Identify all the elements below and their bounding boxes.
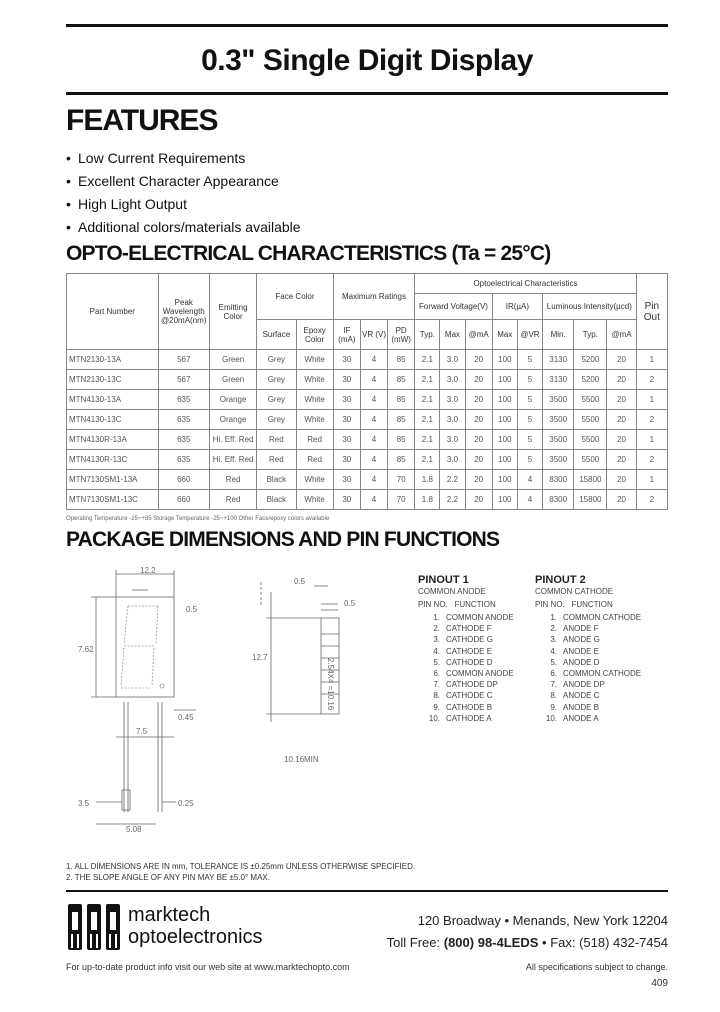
pin-row: 8. ANODE C bbox=[550, 691, 600, 701]
footer-rule bbox=[66, 890, 668, 892]
col-forward-voltage: Forward Voltage(V) bbox=[415, 294, 492, 320]
col-lum-min: Min. bbox=[543, 320, 574, 350]
table-cell: 1 bbox=[636, 390, 667, 410]
package-heading: PACKAGE DIMENSIONS AND PIN FUNCTIONS bbox=[66, 528, 500, 551]
col-ir: IR(µA) bbox=[492, 294, 542, 320]
table-cell: 660 bbox=[158, 470, 209, 490]
col-surface: Surface bbox=[257, 320, 296, 350]
table-cell: 1 bbox=[636, 430, 667, 450]
table-cell: 3130 bbox=[543, 350, 574, 370]
pinout-2-type: COMMON CATHODE bbox=[535, 587, 614, 596]
part-number-cell: MTN4130R-13A bbox=[67, 430, 159, 450]
dim-label: 12.2 bbox=[140, 566, 156, 575]
table-cell: 4 bbox=[360, 350, 387, 370]
dim-label: 7.62 bbox=[78, 645, 94, 654]
table-cell: 8300 bbox=[543, 490, 574, 510]
tollfree-number: (800) 98-4LEDS bbox=[443, 935, 539, 950]
table-cell: Grey bbox=[257, 390, 296, 410]
table-row bbox=[67, 470, 668, 490]
col-vf-ma: @mA bbox=[465, 320, 492, 350]
table-cell: 5 bbox=[517, 430, 542, 450]
table-cell: 8300 bbox=[543, 470, 574, 490]
table-cell: White bbox=[296, 370, 333, 390]
table-cell: Red bbox=[296, 450, 333, 470]
table-cell: 2.2 bbox=[440, 470, 465, 490]
dim-label: 0.25 bbox=[178, 799, 194, 808]
part-number-cell: MTN4130-13A bbox=[67, 390, 159, 410]
table-cell: 3.0 bbox=[440, 350, 465, 370]
pinout-1-title: PINOUT 1 bbox=[418, 574, 469, 586]
part-number-cell: MTN7130SM1-13C bbox=[67, 490, 159, 510]
operating-note: Operating Temperature -25~+85 Storage Temperature -25~+100 Other Face/epoxy colors available bbox=[66, 516, 330, 522]
pin-row: 4. ANODE E bbox=[550, 646, 600, 656]
table-cell: 4 bbox=[517, 470, 542, 490]
table-cell: 85 bbox=[388, 450, 415, 470]
pinout-2 bbox=[535, 574, 641, 724]
table-cell: 5 bbox=[517, 410, 542, 430]
table-cell: 100 bbox=[492, 490, 517, 510]
features-heading: FEATURES bbox=[66, 104, 218, 137]
table-cell: Green bbox=[209, 370, 256, 390]
pin-row: 3. CATHODE G bbox=[433, 635, 493, 645]
dim-label: 7.5 bbox=[136, 727, 148, 736]
col-opto-char: Optoelectrical Characteristics bbox=[415, 274, 636, 294]
table-cell: 2 bbox=[636, 490, 667, 510]
table-cell: White bbox=[296, 410, 333, 430]
table-cell: 15800 bbox=[574, 490, 607, 510]
table-cell: Red bbox=[209, 470, 256, 490]
table-cell: Black bbox=[257, 470, 296, 490]
table-cell: 20 bbox=[465, 470, 492, 490]
table-cell: 2.2 bbox=[440, 490, 465, 510]
table-cell: 635 bbox=[158, 450, 209, 470]
col-vr: VR (V) bbox=[360, 320, 387, 350]
pin-row: 2. CATHODE F bbox=[433, 624, 492, 634]
table-cell: 20 bbox=[607, 350, 636, 370]
col-peak-wavelength: Peak Wavelength @20mA(nm) bbox=[158, 274, 209, 350]
table-cell: 660 bbox=[158, 490, 209, 510]
table-cell: Black bbox=[257, 490, 296, 510]
table-cell: 3.0 bbox=[440, 450, 465, 470]
table-cell: 4 bbox=[360, 470, 387, 490]
table-cell: 20 bbox=[607, 470, 636, 490]
table-cell: 100 bbox=[492, 430, 517, 450]
table-cell: 2.1 bbox=[415, 410, 440, 430]
table-cell: 100 bbox=[492, 370, 517, 390]
table-cell: 100 bbox=[492, 450, 517, 470]
table-cell: 85 bbox=[388, 370, 415, 390]
pin-row: 10. ANODE A bbox=[545, 713, 599, 723]
note-line: 2. THE SLOPE ANGLE OF ANY PIN MAY BE ±5.0° MAX. bbox=[66, 873, 270, 882]
table-cell: Hi. Eff. Red bbox=[209, 430, 256, 450]
pin-row: 7. ANODE DP bbox=[550, 680, 605, 690]
website-note: For up-to-date product info visit our web site at www.marktechopto.com bbox=[66, 962, 350, 972]
table-cell: 2 bbox=[636, 410, 667, 430]
table-cell: 70 bbox=[388, 490, 415, 510]
logo-line-1: marktech bbox=[128, 904, 211, 926]
contact-line: Toll Free: (800) 98-4LEDS • Fax: (518) 432-7454 bbox=[386, 935, 668, 950]
table-cell: 4 bbox=[360, 430, 387, 450]
table-cell: 4 bbox=[517, 490, 542, 510]
table-cell: 20 bbox=[465, 410, 492, 430]
pinout-1-header: PIN NO. FUNCTION bbox=[418, 600, 496, 609]
table-cell: White bbox=[296, 350, 333, 370]
table-cell: 30 bbox=[333, 370, 360, 390]
table-row bbox=[67, 370, 668, 390]
table-cell: 20 bbox=[607, 390, 636, 410]
col-if: IF (mA) bbox=[333, 320, 360, 350]
table-cell: 100 bbox=[492, 410, 517, 430]
company-address bbox=[387, 910, 668, 954]
part-number-cell: MTN2130-13A bbox=[67, 350, 159, 370]
note-line: 1. ALL DIMENSIONS ARE IN mm, TOLERANCE IS ±0.25mm UNLESS OTHERWISE SPECIFIED. bbox=[66, 862, 416, 871]
decimal-point bbox=[160, 684, 164, 688]
dim-label: 12.7 bbox=[252, 653, 268, 662]
table-cell: Grey bbox=[257, 410, 296, 430]
table-cell: 3.0 bbox=[440, 430, 465, 450]
table-cell: 30 bbox=[333, 450, 360, 470]
table-cell: 20 bbox=[465, 350, 492, 370]
table-cell: Red bbox=[257, 450, 296, 470]
table-cell: Red bbox=[257, 430, 296, 450]
table-cell: 20 bbox=[607, 410, 636, 430]
table-cell: 5200 bbox=[574, 370, 607, 390]
part-number-cell: MTN4130R-13C bbox=[67, 450, 159, 470]
table-cell: 20 bbox=[465, 450, 492, 470]
table-cell: 4 bbox=[360, 450, 387, 470]
page-number: 409 bbox=[651, 978, 668, 989]
pin-row: 8. CATHODE C bbox=[433, 691, 493, 701]
table-cell: 1 bbox=[636, 470, 667, 490]
pin-row: 9. CATHODE B bbox=[433, 702, 493, 712]
table-cell: 100 bbox=[492, 390, 517, 410]
table-cell: 70 bbox=[388, 470, 415, 490]
table-cell: Red bbox=[296, 430, 333, 450]
pin-row: 7. CATHODE DP bbox=[433, 680, 498, 690]
dim-label: 0.45 bbox=[178, 713, 194, 722]
table-cell: 2.1 bbox=[415, 430, 440, 450]
table-cell: 85 bbox=[388, 350, 415, 370]
table-cell: 635 bbox=[158, 390, 209, 410]
pin-row: 10. CATHODE A bbox=[428, 713, 492, 723]
table-cell: 3500 bbox=[543, 430, 574, 450]
feature-item: • Excellent Character Appearance bbox=[66, 173, 279, 189]
col-pd: PD (mW) bbox=[388, 320, 415, 350]
table-cell: 635 bbox=[158, 430, 209, 450]
table-cell: 20 bbox=[465, 390, 492, 410]
table-cell: 20 bbox=[465, 430, 492, 450]
table-cell: 4 bbox=[360, 390, 387, 410]
table-cell: White bbox=[296, 390, 333, 410]
table-cell: 4 bbox=[360, 410, 387, 430]
col-face-color: Face Color bbox=[257, 274, 333, 320]
pin-row: 1. COMMON ANODE bbox=[433, 613, 514, 622]
dim-label: 10.16MIN bbox=[284, 755, 319, 764]
table-cell: 2.1 bbox=[415, 450, 440, 470]
table-cell: 2.1 bbox=[415, 390, 440, 410]
table-cell: 5500 bbox=[574, 390, 607, 410]
pin-row: 2. ANODE F bbox=[550, 624, 599, 634]
opto-heading: OPTO-ELECTRICAL CHARACTERISTICS (Ta = 25°C) bbox=[66, 242, 551, 265]
feature-item: • Additional colors/materials available bbox=[66, 219, 301, 235]
pin-row: 5. ANODE D bbox=[550, 657, 600, 667]
table-cell: 2 bbox=[636, 370, 667, 390]
table-cell: 635 bbox=[158, 410, 209, 430]
dim-label: 5.08 bbox=[126, 825, 142, 834]
table-cell: 20 bbox=[465, 490, 492, 510]
part-number-cell: MTN7130SM1-13A bbox=[67, 470, 159, 490]
table-cell: 5 bbox=[517, 350, 542, 370]
table-cell: 20 bbox=[607, 490, 636, 510]
characteristics-table bbox=[66, 273, 668, 510]
pin-row: 1. COMMON CATHODE bbox=[550, 613, 642, 622]
pin-row: 3. ANODE G bbox=[550, 635, 600, 645]
pinout-2-header: PIN NO. FUNCTION bbox=[535, 600, 613, 609]
table-cell: 20 bbox=[465, 370, 492, 390]
table-cell: 30 bbox=[333, 490, 360, 510]
table-cell: 3.0 bbox=[440, 390, 465, 410]
company-name bbox=[128, 904, 263, 948]
col-vf-max: Max bbox=[440, 320, 465, 350]
table-cell: 567 bbox=[158, 350, 209, 370]
feature-item: • High Light Output bbox=[66, 196, 187, 212]
pin-row: 6. COMMON CATHODE bbox=[550, 668, 642, 678]
table-cell: 3.0 bbox=[440, 410, 465, 430]
table-cell: 5 bbox=[517, 390, 542, 410]
table-cell: 100 bbox=[492, 350, 517, 370]
col-part-number: Part Number bbox=[67, 274, 159, 350]
table-cell: 567 bbox=[158, 370, 209, 390]
pinout-1 bbox=[418, 574, 514, 724]
front-view-outline bbox=[116, 597, 174, 697]
part-number-cell: MTN4130-13C bbox=[67, 410, 159, 430]
table-cell: 5 bbox=[517, 450, 542, 470]
table-cell: 30 bbox=[333, 390, 360, 410]
table-cell: 2.1 bbox=[415, 350, 440, 370]
table-row bbox=[67, 490, 668, 510]
table-cell: Grey bbox=[257, 350, 296, 370]
pin-row: 4. CATHODE E bbox=[433, 646, 493, 656]
table-cell: 30 bbox=[333, 430, 360, 450]
page-title: 0.3" Single Digit Display bbox=[201, 44, 533, 77]
table-cell: 15800 bbox=[574, 470, 607, 490]
table-cell: 4 bbox=[360, 490, 387, 510]
table-row bbox=[67, 390, 668, 410]
table-cell: 2 bbox=[636, 450, 667, 470]
table-cell: White bbox=[296, 470, 333, 490]
col-max-ratings: Maximum Ratings bbox=[333, 274, 415, 320]
dim-label: 0.5 bbox=[344, 599, 356, 608]
col-pin-out: Pin Out bbox=[636, 274, 667, 350]
feature-item: • Low Current Requirements bbox=[66, 150, 246, 166]
pinout-1-type: COMMON ANODE bbox=[418, 587, 486, 596]
col-lum-ma: @mA bbox=[607, 320, 636, 350]
top-rule bbox=[66, 24, 668, 27]
table-cell: 20 bbox=[607, 430, 636, 450]
table-cell: 100 bbox=[492, 470, 517, 490]
pin-row: 9. ANODE B bbox=[550, 702, 600, 712]
col-emitting-color: Emitting Color bbox=[209, 274, 256, 350]
spec-change-note: All specifications subject to change. bbox=[525, 962, 668, 972]
table-cell: Green bbox=[209, 350, 256, 370]
table-cell: 5500 bbox=[574, 450, 607, 470]
table-row bbox=[67, 450, 668, 470]
col-luminous: Luminous Intensity(µcd) bbox=[543, 294, 637, 320]
table-cell: 2.1 bbox=[415, 370, 440, 390]
table-cell: Orange bbox=[209, 390, 256, 410]
dim-label: 0.5 bbox=[186, 605, 198, 614]
table-cell: 30 bbox=[333, 410, 360, 430]
dim-label: 2.54X4 =10.16 bbox=[326, 658, 335, 711]
table-cell: 85 bbox=[388, 410, 415, 430]
table-cell: White bbox=[296, 490, 333, 510]
table-row bbox=[67, 430, 668, 450]
package-drawing bbox=[66, 562, 356, 850]
table-cell: 85 bbox=[388, 390, 415, 410]
col-ir-max: Max bbox=[492, 320, 517, 350]
table-cell: 30 bbox=[333, 470, 360, 490]
dim-label: 0.5 bbox=[294, 577, 306, 586]
table-cell: Red bbox=[209, 490, 256, 510]
table-cell: 5500 bbox=[574, 430, 607, 450]
table-row bbox=[67, 350, 668, 370]
table-cell: 1 bbox=[636, 350, 667, 370]
col-epoxy-color: Epoxy Color bbox=[296, 320, 333, 350]
table-cell: 4 bbox=[360, 370, 387, 390]
col-ir-vr: @VR bbox=[517, 320, 542, 350]
table-cell: 1.8 bbox=[415, 470, 440, 490]
features-list bbox=[66, 148, 301, 240]
pinout-2-title: PINOUT 2 bbox=[535, 574, 586, 586]
table-cell: 3500 bbox=[543, 410, 574, 430]
table-cell: 85 bbox=[388, 430, 415, 450]
part-number-cell: MTN2130-13C bbox=[67, 370, 159, 390]
table-cell: 3130 bbox=[543, 370, 574, 390]
marktech-logo bbox=[66, 900, 126, 952]
table-cell: 3500 bbox=[543, 450, 574, 470]
address-line: 120 Broadway • Menands, New York 12204 bbox=[417, 913, 668, 928]
table-cell: 3.0 bbox=[440, 370, 465, 390]
pin-left bbox=[122, 790, 130, 810]
dim-label: 3.5 bbox=[78, 799, 90, 808]
table-cell: 5200 bbox=[574, 350, 607, 370]
table-cell: 5 bbox=[517, 370, 542, 390]
title-rule bbox=[66, 92, 668, 95]
table-cell: 30 bbox=[333, 350, 360, 370]
pin-row: 6. COMMON ANODE bbox=[433, 668, 514, 678]
table-cell: 20 bbox=[607, 450, 636, 470]
table-cell: Hi. Eff. Red bbox=[209, 450, 256, 470]
segment-outline bbox=[121, 606, 158, 688]
table-row bbox=[67, 410, 668, 430]
col-vf-typ: Typ. bbox=[415, 320, 440, 350]
pin-row: 5. CATHODE D bbox=[433, 657, 493, 667]
logo-line-2: optoelectronics bbox=[128, 926, 263, 948]
table-cell: Grey bbox=[257, 370, 296, 390]
dimension-notes bbox=[66, 861, 415, 883]
col-lum-typ: Typ. bbox=[574, 320, 607, 350]
table-cell: Orange bbox=[209, 410, 256, 430]
table-cell: 3500 bbox=[543, 390, 574, 410]
table-cell: 5500 bbox=[574, 410, 607, 430]
table-cell: 20 bbox=[607, 370, 636, 390]
table-cell: 1.8 bbox=[415, 490, 440, 510]
